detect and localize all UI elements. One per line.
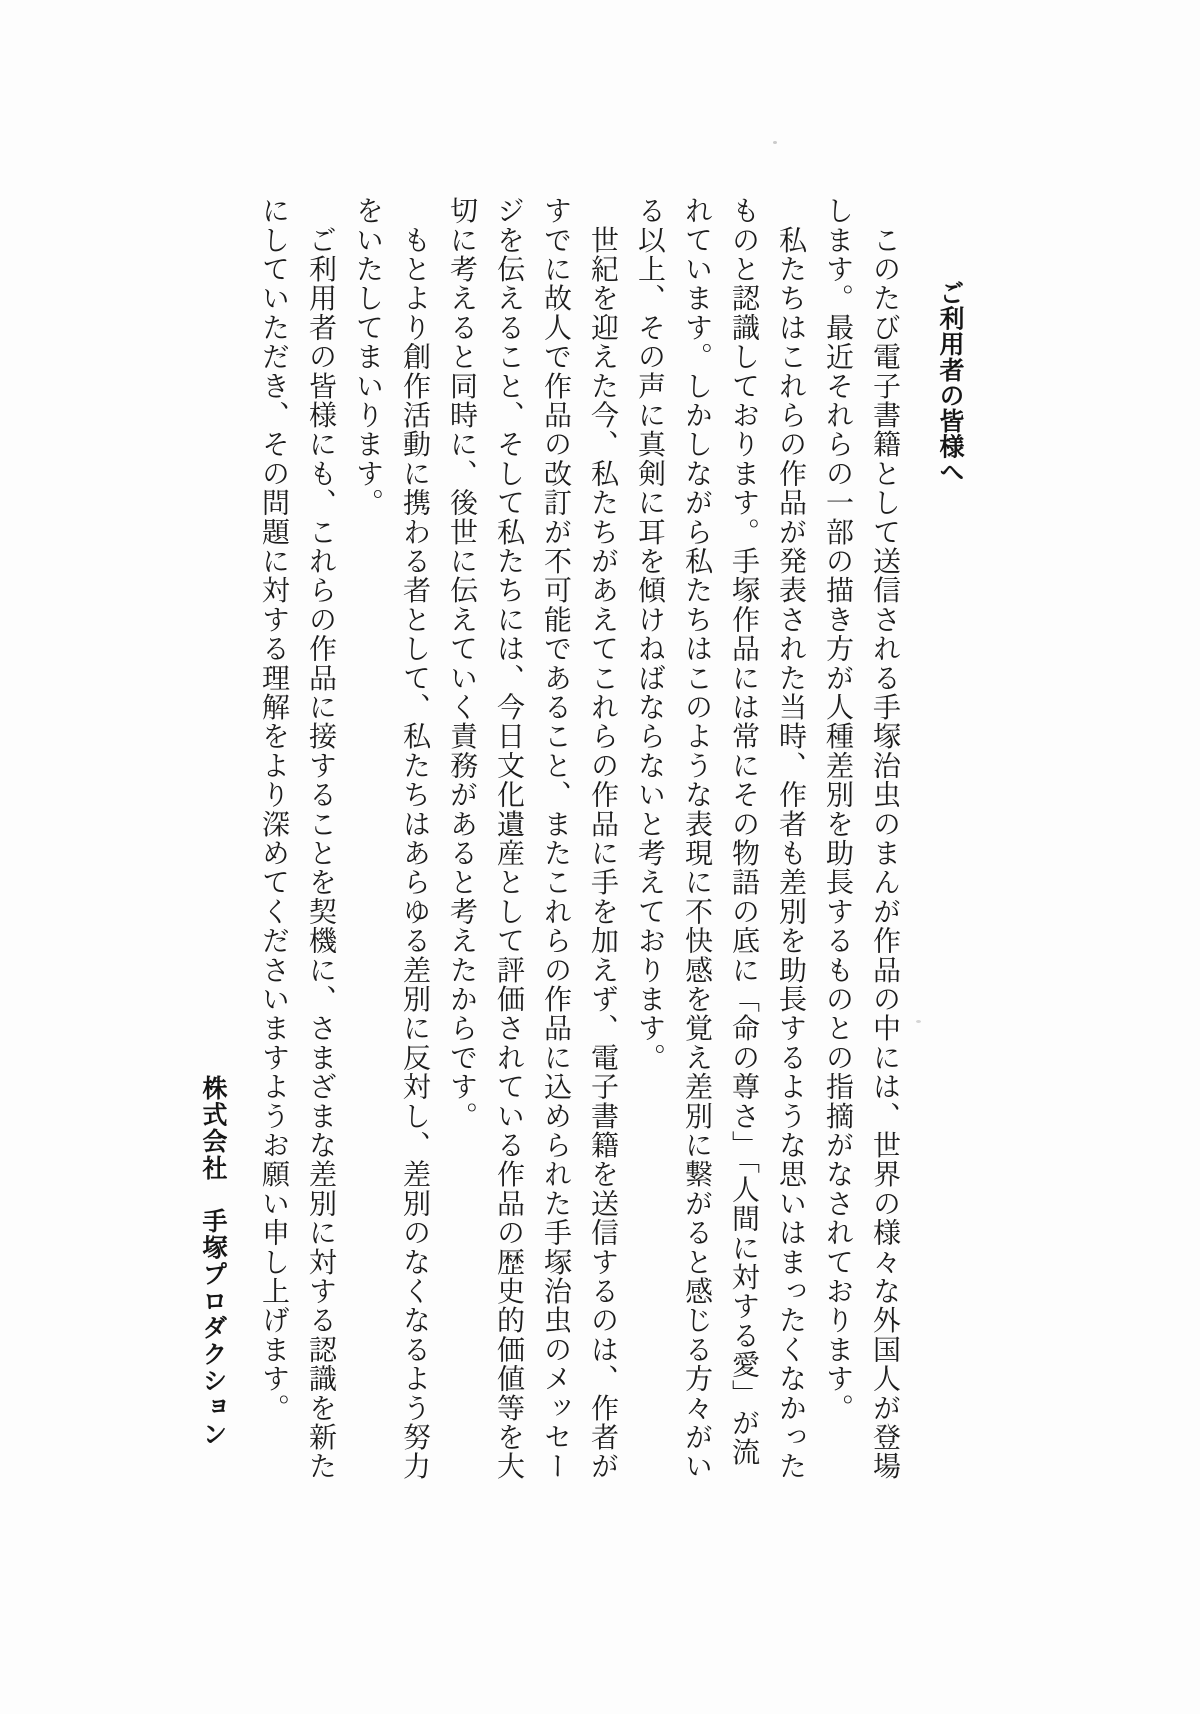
notice-text-block bbox=[190, 196, 972, 1488]
text-column-p2-l3: れています。しかしながら私たちはこのような表現に不快感を覚え差別に繋がると感じる方々がい bbox=[681, 196, 712, 1481]
text-column-p1-l1: このたび電子書籍として送信される手塚治虫のまんが作品の中には、世界の様々な外国人が登場 bbox=[869, 196, 900, 1481]
text-column-p2-l4: る以上、その声に真剣に耳を傾けねばならないと考えております。 bbox=[634, 196, 665, 1072]
scan-artifact bbox=[773, 141, 777, 144]
text-column-p3-l2: すでに故人で作品の改訂が不可能であること、またこれらの作品に込められた手塚治虫のメッセー bbox=[540, 196, 571, 1481]
text-column-p5-l2: にしていただき、その問題に対する理解をより深めてくださいますようお願い申し上げます。 bbox=[258, 196, 289, 1423]
text-column-p2-l2: ものと認識しております。手塚作品には常にその物語の底に「命の尊さ」「人間に対する愛」が流 bbox=[728, 196, 759, 1467]
text-column-p4-l2: をいたしてまいります。 bbox=[352, 196, 383, 518]
page-title: ご利用者の皆様へ bbox=[936, 280, 964, 485]
text-column-p1-l2: します。最近それらの一部の描き方が人種差別を助長するものとの指摘がなされております。 bbox=[822, 196, 853, 1423]
text-column-p3-l3: ジを伝えること、そして私たちには、今日文化遺産として評価されている作品の歴史的価値等を大 bbox=[493, 196, 524, 1481]
text-column-p3-l4: 切に考えると同時に、後世に伝えていく責務があると考えたからです。 bbox=[446, 196, 477, 1131]
text-column-p5-l1: ご利用者の皆様にも、これらの作品に接することを契機に、さまざまな差別に対する認識を新た bbox=[305, 196, 336, 1481]
text-column-p2-l1: 私たちはこれらの作品が発表された当時、作者も差別を助長するような思いはまったくなかった bbox=[775, 196, 806, 1481]
company-signature: 株式会社 手塚プロダクション bbox=[199, 1075, 227, 1448]
text-column-p3-l1: 世紀を迎えた今、私たちがあえてこれらの作品に手を加えず、電子書籍を送信するのは、作者が bbox=[587, 196, 618, 1481]
text-column-p4-l1: もとより創作活動に携わる者として、私たちはあらゆる差別に反対し、差別のなくなるよう努力 bbox=[399, 196, 430, 1481]
